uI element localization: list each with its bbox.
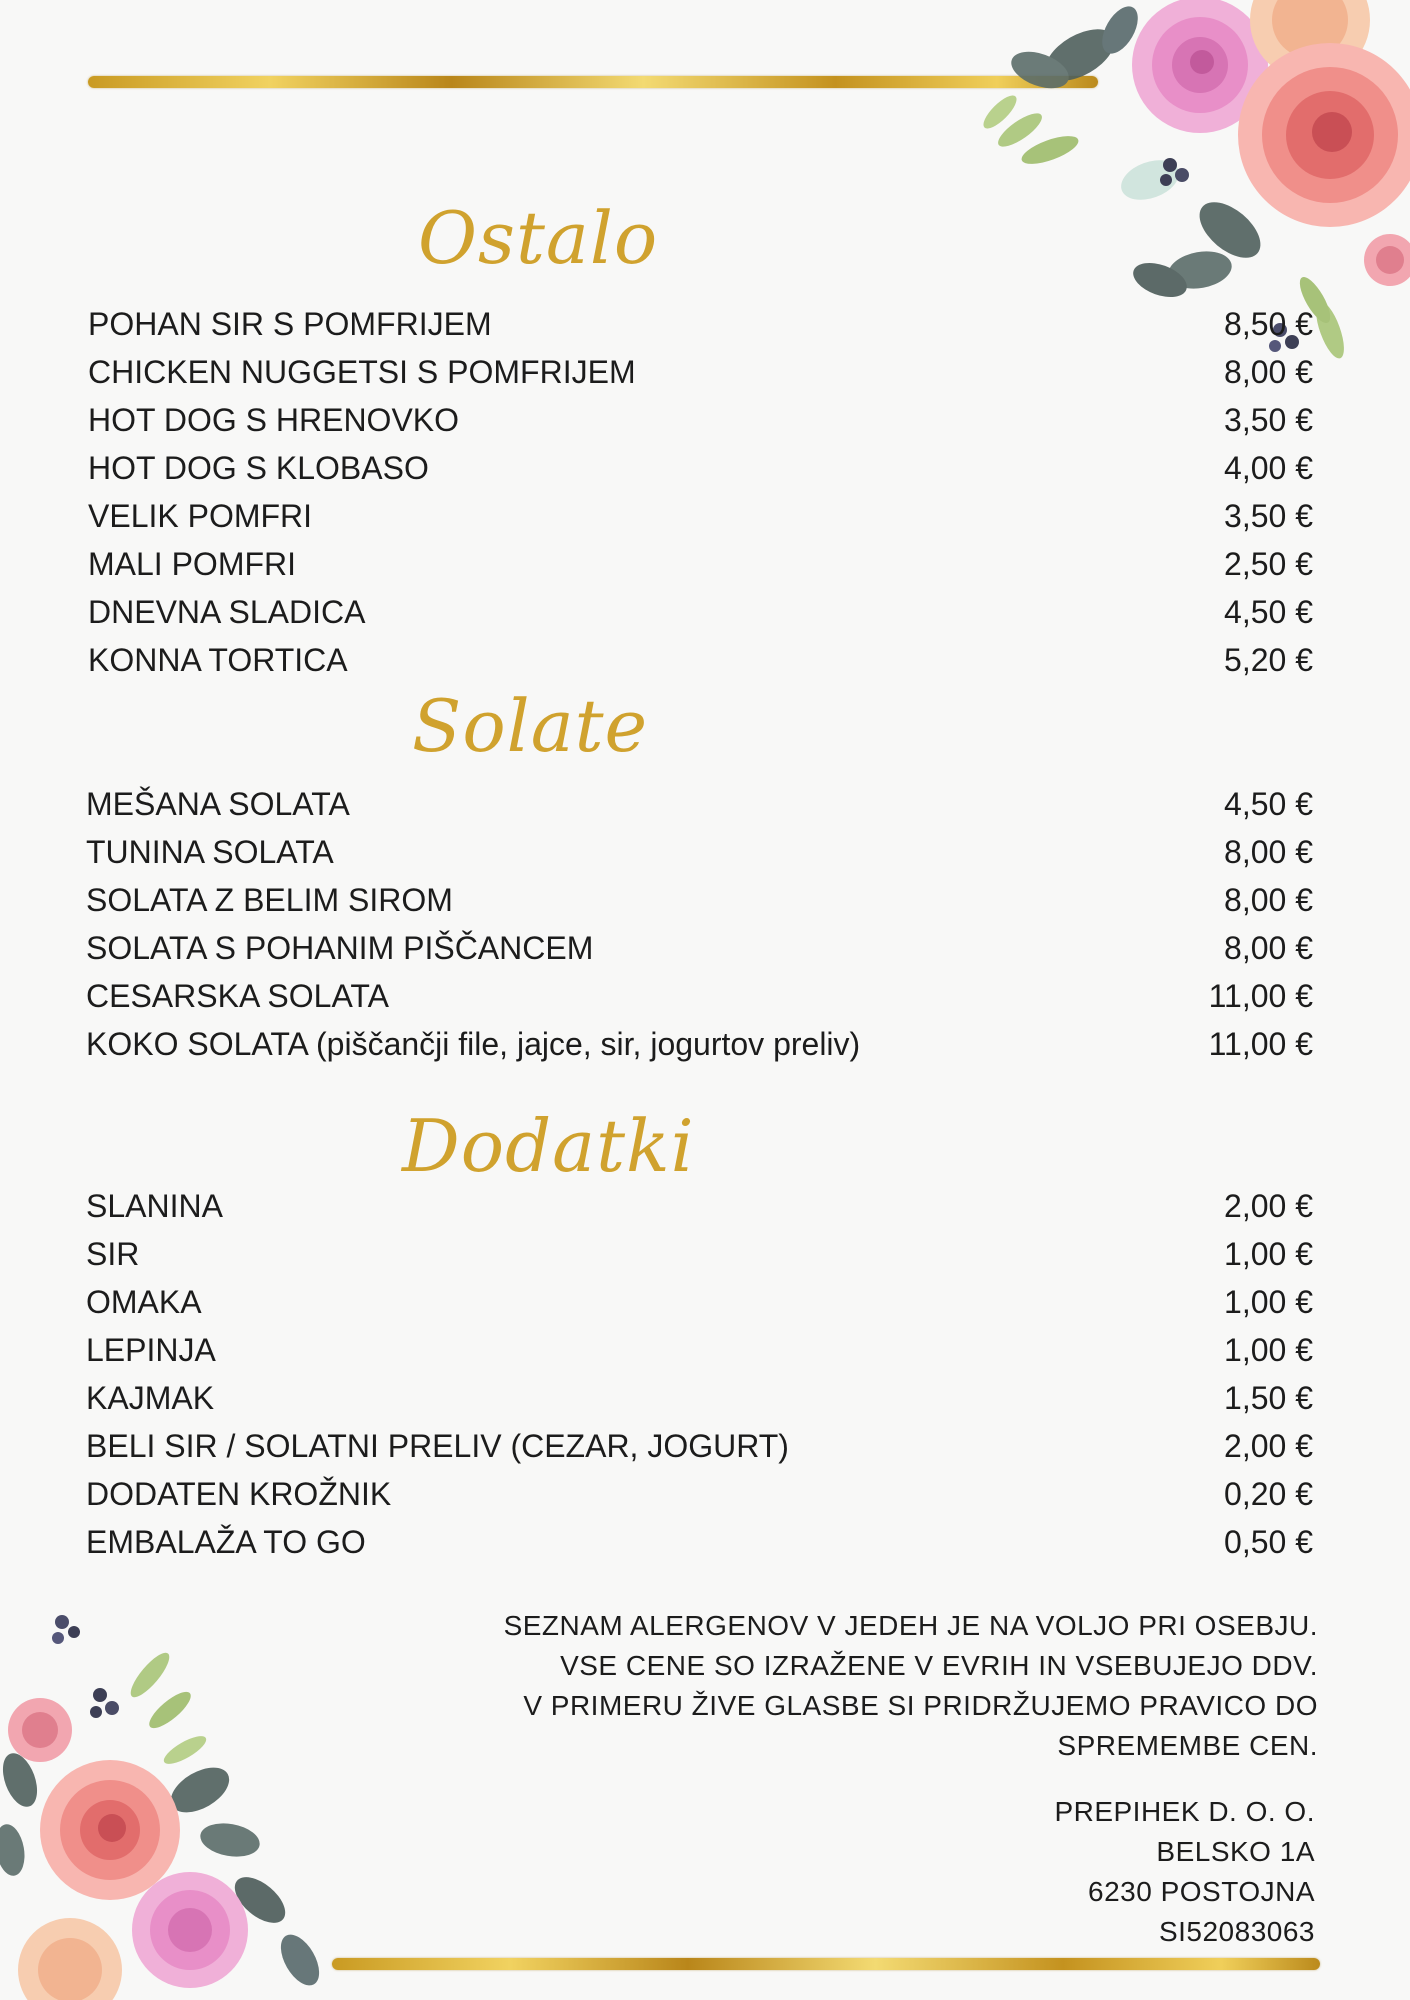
item-price: 4,00 € [1224, 450, 1313, 486]
item-price: 1,00 € [1224, 1332, 1313, 1368]
item-name: HOT DOG S KLOBASO [88, 450, 429, 486]
rose-pink [132, 1872, 248, 1988]
item-price: 2,00 € [1224, 1188, 1313, 1224]
item-name: CESARSKA SOLATA [86, 978, 389, 1014]
item-name: BELI SIR / SOLATNI PRELIV (CEZAR, JOGURT) [86, 1428, 789, 1464]
item-price: 8,00 € [1224, 354, 1313, 390]
item-name: OMAKA [86, 1284, 202, 1320]
menu-list-ostalo [88, 300, 1313, 684]
item-price: 8,00 € [1224, 834, 1313, 870]
section-title-dodatki: Dodatki [402, 1104, 695, 1188]
menu-item [86, 828, 1313, 876]
item-price: 1,00 € [1224, 1284, 1313, 1320]
company-address [1054, 1792, 1315, 1952]
address-line: PREPIHEK D. O. O. [1054, 1796, 1315, 1827]
item-name: EMBALAŽA TO GO [86, 1524, 366, 1560]
item-price: 2,50 € [1224, 546, 1313, 582]
item-name: TUNINA SOLATA [86, 834, 334, 870]
item-name: SOLATA S POHANIM PIŠČANCEM [86, 930, 594, 966]
rose-bud [1364, 234, 1410, 286]
item-name: KONNA TORTICA [88, 642, 348, 678]
item-price: 2,00 € [1224, 1428, 1313, 1464]
address-line: SI52083063 [1158, 1916, 1315, 1947]
rose-peach [18, 1918, 122, 2000]
item-price: 8,00 € [1224, 882, 1313, 918]
note-line: V PRIMERU ŽIVE GLASBE SI PRIDRŽUJEMO PRAVICO DO [523, 1690, 1318, 1721]
item-name: KAJMAK [86, 1380, 215, 1416]
address-line: BELSKO 1A [1156, 1836, 1315, 1867]
menu-item [86, 1182, 1313, 1230]
menu-item [86, 780, 1313, 828]
item-price: 11,00 € [1208, 978, 1313, 1014]
item-name: MALI POMFRI [88, 546, 297, 582]
menu-item [86, 924, 1313, 972]
item-price: 1,00 € [1224, 1236, 1313, 1272]
menu-item [88, 300, 1313, 348]
note-line: VSE CENE SO IZRAŽENE V EVRIH IN VSEBUJEJO DDV. [560, 1650, 1318, 1681]
section-title-ostalo: Ostalo [418, 196, 659, 280]
floral-decoration-bottom-left [0, 1600, 360, 2000]
menu-item [88, 444, 1313, 492]
menu-item [86, 1518, 1313, 1566]
item-price: 8,50 € [1224, 306, 1313, 342]
item-name: SLANINA [86, 1188, 223, 1224]
menu-item [86, 972, 1313, 1020]
item-price: 1,50 € [1224, 1380, 1313, 1416]
item-name: DNEVNA SLADICA [88, 594, 366, 630]
item-name: SIR [86, 1236, 140, 1272]
item-price: 4,50 € [1224, 594, 1313, 630]
item-price: 3,50 € [1224, 402, 1313, 438]
note-line: SEZNAM ALERGENOV V JEDEH JE NA VOLJO PRI OSEBJU. [503, 1610, 1318, 1641]
info-notes [504, 1606, 1318, 1766]
item-name: MEŠANA SOLATA [86, 786, 350, 822]
item-price: 8,00 € [1224, 930, 1313, 966]
item-name: POHAN SIR S POMFRIJEM [88, 306, 492, 342]
menu-item [88, 492, 1313, 540]
item-name: LEPINJA [86, 1332, 216, 1368]
menu-item [88, 588, 1313, 636]
item-name: HOT DOG S HRENOVKO [88, 402, 460, 438]
menu-item [88, 348, 1313, 396]
rose-bud [8, 1698, 72, 1762]
menu-item [88, 636, 1313, 684]
section-title-solate: Solate [412, 684, 649, 768]
menu-item [88, 540, 1313, 588]
menu-list-solate [86, 780, 1313, 1068]
menu-item [86, 1230, 1313, 1278]
item-price: 11,00 € [1208, 1026, 1313, 1062]
bottom-gold-divider [332, 1958, 1320, 1970]
menu-item [86, 1020, 1313, 1068]
item-price: 5,20 € [1224, 642, 1313, 678]
menu-list-dodatki [86, 1182, 1313, 1566]
menu-item [86, 1278, 1313, 1326]
menu-item [86, 876, 1313, 924]
menu-item [86, 1374, 1313, 1422]
menu-item [88, 396, 1313, 444]
berry-cluster [52, 1615, 119, 1718]
menu-item [86, 1470, 1313, 1518]
menu-item [86, 1422, 1313, 1470]
item-price: 0,50 € [1224, 1524, 1313, 1560]
item-name: DODATEN KROŽNIK [86, 1476, 392, 1512]
item-price: 4,50 € [1224, 786, 1313, 822]
note-line: SPREMEMBE CEN. [1057, 1730, 1318, 1761]
rose-red [40, 1760, 180, 1900]
item-name: SOLATA Z BELIM SIROM [86, 882, 453, 918]
item-name: KOKO SOLATA (piščančji file, jajce, sir, jogurtov preliv) [86, 1026, 861, 1062]
item-price: 0,20 € [1224, 1476, 1313, 1512]
item-name: VELIK POMFRI [88, 498, 313, 534]
item-price: 3,50 € [1224, 498, 1313, 534]
menu-item [86, 1326, 1313, 1374]
item-name: CHICKEN NUGGETSI S POMFRIJEM [88, 354, 636, 390]
address-line: 6230 POSTOJNA [1088, 1876, 1315, 1907]
